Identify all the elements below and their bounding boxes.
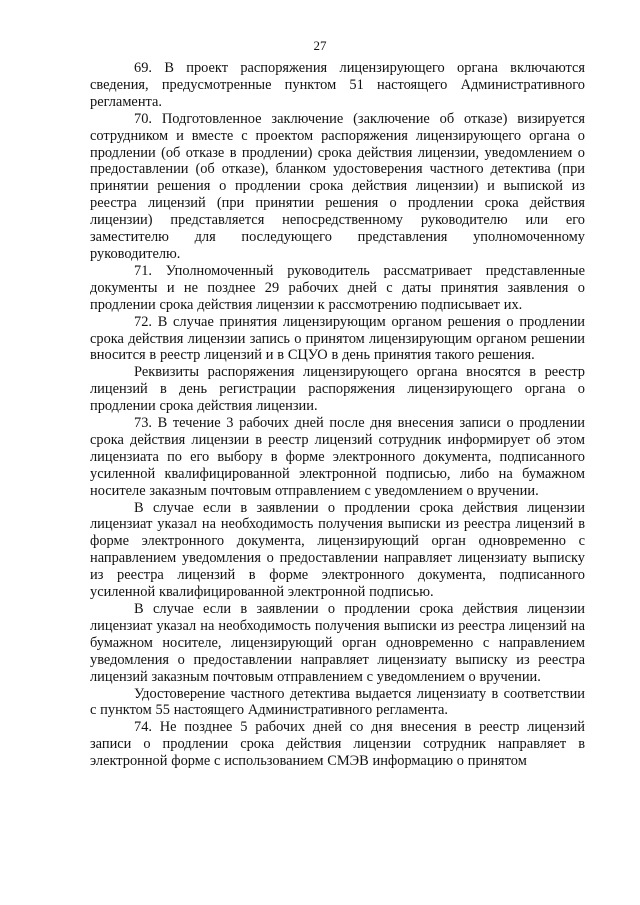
paragraph-69: 69. В проект распоряжения лицензирующего органа включаются сведения, предусмотренные пунктом 51 настоящего Административного регламента. xyxy=(90,60,585,110)
paragraph-71: 71. Уполномоченный руководитель рассматривает представленные документы и не позднее 29 рабочих дней с даты принятия заявления о продлении срока действия лицензии к рассмотрению подписывает их. xyxy=(90,262,585,313)
paragraph-73-paper: В случае если в заявлении о продлении срока действия лицензии лицензиат указал на необходимость получения выписки из реестра лицензий на бумажном носителе, лицензирующий орган одновременно с направлением уведомления о предоставлении направляет лицензиату выписку из реестра лицензий заказным почтовым отправлением с уведомлением о вручении. xyxy=(90,601,585,685)
paragraph-74: 74. Не позднее 5 рабочих дней со дня внесения в реестр лицензий записи о продлении срока действия лицензии сотрудник направляет в электронной форме с использованием СМЭВ информацию о принятом xyxy=(90,719,585,770)
paragraph-72: 72. В случае принятия лицензирующим органом решения о продлении срока действия лицензии запись о принятом лицензирующим органом решении вносится в реестр лицензий и в СЦУО в день принятия такого решения. xyxy=(90,313,585,364)
paragraph-70: 70. Подготовленное заключение (заключение об отказе) визируется сотрудником и вместе с проектом распоряжения лицензирующего органа о продлении (об отказе в продлении) срока действия лицензии, уведомлением о предоставлении (об отказе), бланком удостоверения частного детектива (при принятии решения о продлении срока действия лицензии) и выпиской из реестра лицензий (при принятии решения о продлении срока действия лицензии) представляется непосредственному руководителю или его заместителю для последующего представления уполномоченному руководителю. xyxy=(90,110,585,262)
paragraph-73-certificate: Удостоверение частного детектива выдается лицензиату в соответствии с пунктом 55 настоящего Административного регламента. xyxy=(90,685,585,719)
paragraph-73-electronic: В случае если в заявлении о продлении срока действия лицензии лицензиат указал на необходимость получения выписки из реестра лицензий в форме электронного документа, лицензирующий орган одновременно с направлением уведомления о предоставлении направляет лицензиату выписку из реестра лицензий в форме электронного документа, подписанного усиленной квалифицированной электронной подписью. xyxy=(90,499,585,601)
paragraph-72-details: Реквизиты распоряжения лицензирующего органа вносятся в реестр лицензий в день регистрации распоряжения лицензирующего органа о продлении срока действия лицензии. xyxy=(90,364,585,415)
paragraph-73: 73. В течение 3 рабочих дней после дня внесения записи о продлении срока действия лицензии в реестр лицензий сотрудник информирует об этом лицензиата по его выбору в форме электронного документа, подписанного усиленной квалифицированной электронной подписью, либо на бумажном носителе заказным почтовым отправлением с уведомлением о вручении. xyxy=(90,415,585,499)
page-number: 27 xyxy=(313,38,327,53)
page-body xyxy=(90,60,585,770)
